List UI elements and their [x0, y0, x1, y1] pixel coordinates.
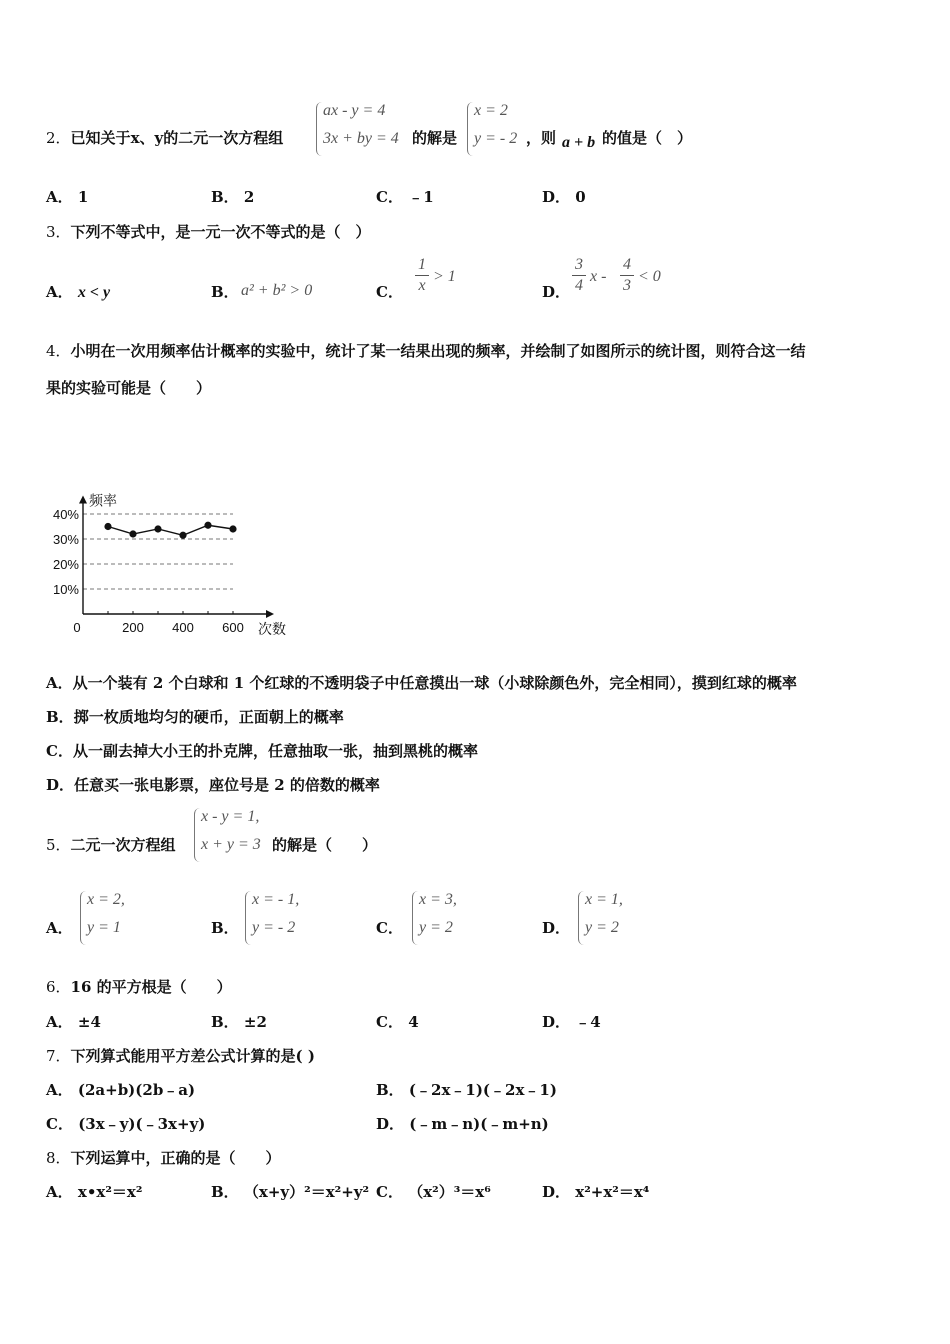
q5-option-d-system: x = 1, y = 2	[578, 891, 639, 945]
x-tick-label-0: 0	[73, 620, 81, 635]
q5-option-c-system: x = 3, y = 2	[412, 891, 473, 945]
q5-stem-pre: 5．二元一次方程组	[46, 836, 176, 854]
q4-stem-line2: 果的实验可能是（ ）	[46, 379, 212, 397]
q8-option-a: A． x•x²＝x²	[46, 1183, 143, 1201]
y-axis-label: 频率	[89, 493, 117, 510]
q3-option-c-label: C．	[376, 283, 403, 301]
q2-equation-system	[316, 102, 413, 156]
q8-option-b: B． （x+y）²＝x²+y²	[211, 1183, 370, 1201]
q6-stem: 6．16 的平方根是（ ）	[46, 978, 232, 996]
q2-stem	[46, 127, 283, 148]
q6-option-a: A． ±4	[46, 1013, 101, 1031]
q2-system-line1: ax - y = 4	[323, 102, 386, 119]
q3-option-d-mid: x -	[590, 268, 607, 285]
q2-pre: 已知关于	[70, 129, 131, 147]
data-point-5	[229, 525, 236, 532]
y-tick-label-0: 10%	[52, 582, 79, 597]
q6-option-c: C． 4	[376, 1013, 419, 1031]
q5-stem-post: 的解是（ ）	[272, 836, 378, 854]
x-axis-arrow	[266, 610, 274, 618]
q7-option-d: D． (﹣m﹣n)(﹣m+n)	[376, 1115, 549, 1133]
q3-option-c-fraction: 1 x	[415, 256, 429, 295]
q8-stem: 8．下列运算中，正确的是（ ）	[46, 1149, 281, 1167]
data-point-4	[204, 522, 211, 529]
q2-system-line2: 3x + by = 4	[323, 130, 399, 147]
x-tick-label-2: 400	[172, 620, 194, 635]
q2-expr: a + b	[562, 134, 596, 151]
data-point-1	[129, 530, 136, 537]
y-tick-label-3: 40%	[52, 507, 79, 522]
q2-option-a: A． 1	[46, 188, 89, 206]
q2-solution-system	[467, 102, 530, 156]
q2-mid: 的二元一次方程组	[163, 129, 284, 147]
q3-option-b-expr: a² + b² > 0	[241, 282, 313, 299]
q3-stem: 3．下列不等式中，是一元一次不等式的是（ ）	[46, 223, 371, 241]
q2-number: 2．	[46, 129, 71, 147]
data-point-0	[104, 523, 111, 530]
y-tick-label-1: 20%	[52, 557, 79, 572]
q2-mid2: 的解是	[412, 129, 458, 147]
y-axis-arrow	[79, 496, 87, 504]
q5-option-d-label: D．	[542, 919, 571, 937]
q2-post: 的值是（ ）	[602, 129, 693, 147]
q7-stem: 7．下列算式能用平方差公式计算的是( )	[46, 1047, 315, 1065]
q3-option-d-fraction1: 3 4	[572, 256, 586, 295]
data-point-2	[154, 525, 161, 532]
q2-mid3: ，则	[526, 129, 557, 147]
q2-option-c: C． ﹣1	[376, 188, 434, 206]
q3-option-c-rest: > 1	[433, 268, 456, 285]
x-axis-label: 次数	[258, 622, 286, 638]
frequency-chart	[40, 478, 286, 648]
x-tick-label-3: 600	[222, 620, 244, 635]
q5-option-a-label: A．	[46, 919, 73, 937]
q5-equation-system: x - y = 1, x + y = 3	[194, 808, 273, 862]
q7-option-c: C． (3x﹣y)(﹣3x+y)	[46, 1115, 206, 1133]
q8-option-d: D． x²+x²＝x⁴	[542, 1183, 650, 1201]
q6-option-d: D． ﹣4	[542, 1013, 601, 1031]
y-tick-label-2: 30%	[52, 532, 79, 547]
q2-option-b: B． 2	[211, 188, 255, 206]
q2-solution-line1: x = 2	[474, 102, 508, 119]
q3-option-b-label: B．	[211, 283, 239, 301]
x-tick-label-1: 200	[122, 620, 144, 635]
q4-option-a: A．从一个装有 2 个白球和 1 个红球的不透明袋子中任意摸出一球（小球除颜色外，完全相同），摸到红球的概率	[46, 674, 797, 692]
q6-option-b: B． ±2	[211, 1013, 267, 1031]
q3-option-d-rest: < 0	[638, 268, 661, 285]
series-line	[108, 525, 233, 535]
q2-xy: x、y	[130, 129, 164, 147]
q2-option-d: D． 0	[542, 188, 586, 206]
q7-option-a: A． (2a+b)(2b﹣a)	[46, 1081, 196, 1099]
q3-option-a: A． x < y	[46, 283, 111, 301]
q4-option-d: D．任意买一张电影票，座位号是 2 的倍数的概率	[46, 776, 380, 794]
q3-option-d-fraction2: 4 3	[620, 256, 634, 295]
q5-option-b-label: B．	[211, 919, 239, 937]
q8-option-c: C． （x²）³＝x⁶	[376, 1183, 491, 1201]
q4-stem-line1: 4．小明在一次用频率估计概率的实验中，统计了某一结果出现的频率，并绘制了如图所示的统计图，则符合这一结	[46, 342, 806, 360]
q4-option-b: B．掷一枚质地均匀的硬币，正面朝上的概率	[46, 708, 344, 726]
q2-solution-line2: y = - 2	[474, 130, 518, 147]
q4-option-c: C．从一副去掉大小王的扑克牌，任意抽取一张，抽到黑桃的概率	[46, 742, 478, 760]
q7-option-b: B． (﹣2x﹣1)(﹣2x﹣1)	[376, 1081, 557, 1099]
q5-option-a-system: x = 2, y = 1	[80, 891, 141, 945]
q3-option-d-label: D．	[542, 283, 571, 301]
data-point-3	[179, 532, 186, 539]
q5-option-c-label: C．	[376, 919, 403, 937]
q5-option-b-system: x = - 1, y = - 2	[245, 891, 316, 945]
